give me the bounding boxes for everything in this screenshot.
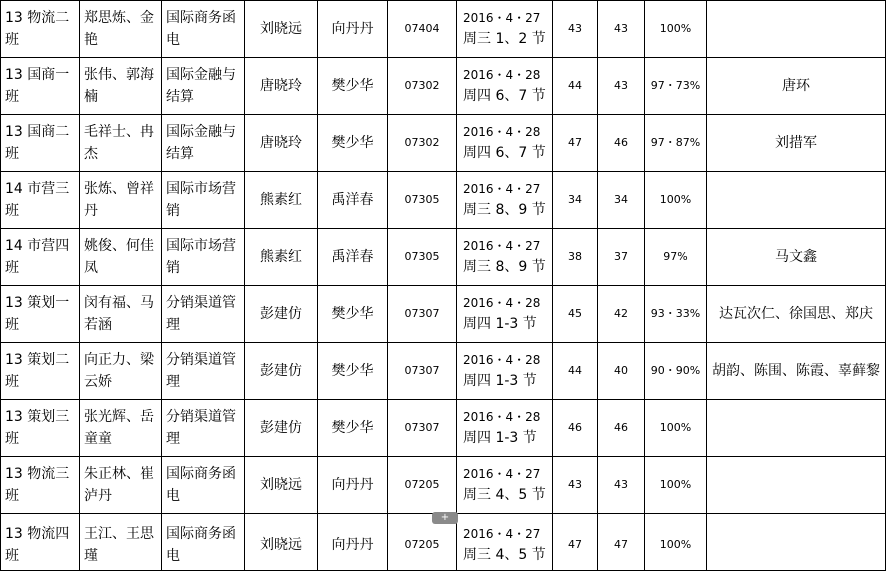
absent-cell	[707, 1, 886, 58]
rate-cell: 100%	[645, 172, 707, 229]
rate-cell: 100%	[645, 517, 707, 574]
date-text: 2016・4・27	[463, 527, 541, 541]
absent-cell	[707, 517, 886, 574]
datetime-cell	[457, 400, 553, 457]
students-cell: 朱正林、崔泸丹	[80, 457, 162, 514]
datetime-cell	[457, 115, 553, 172]
rate-cell: 90・90%	[645, 343, 707, 400]
period-text: 周四 1-3 节	[463, 316, 537, 332]
table-add-handle-icon[interactable]: +	[432, 512, 458, 524]
table-row	[1, 172, 886, 229]
absent-cell	[707, 457, 886, 514]
room-cell: 07305	[388, 172, 457, 229]
enrolled-cell: 44	[553, 343, 598, 400]
teacher-cell: 刘晓远	[245, 1, 318, 58]
table-row	[1, 517, 886, 574]
rate-cell: 100%	[645, 400, 707, 457]
students-cell: 郑思炼、金艳	[80, 1, 162, 58]
students-cell: 张炼、曾祥丹	[80, 172, 162, 229]
absent-cell: 唐环	[707, 58, 886, 115]
teacher-cell: 彭建仿	[245, 400, 318, 457]
room-cell: 07305	[388, 229, 457, 286]
present-cell: 46	[598, 115, 645, 172]
present-cell: 37	[598, 229, 645, 286]
datetime-cell	[457, 229, 553, 286]
present-cell: 34	[598, 172, 645, 229]
room-cell: 07205	[388, 517, 457, 574]
course-cell: 国际商务函电	[162, 517, 245, 574]
present-cell: 40	[598, 343, 645, 400]
enrolled-cell: 46	[553, 400, 598, 457]
table-row	[1, 58, 886, 115]
class-cell: 13 物流二班	[1, 1, 80, 58]
present-cell: 46	[598, 400, 645, 457]
enrolled-cell: 47	[553, 517, 598, 574]
room-cell: 07302	[388, 58, 457, 115]
enrolled-cell: 43	[553, 1, 598, 58]
room-cell: 07205	[388, 457, 457, 514]
datetime-cell	[457, 172, 553, 229]
enrolled-cell: 47	[553, 115, 598, 172]
rate-cell: 93・33%	[645, 286, 707, 343]
rate-cell: 97・87%	[645, 115, 707, 172]
room-cell: 07302	[388, 115, 457, 172]
supervisor-cell: 向丹丹	[318, 517, 388, 574]
date-text: 2016・4・27	[463, 239, 541, 253]
supervisor-cell: 樊少华	[318, 58, 388, 115]
table-row	[1, 286, 886, 343]
class-cell: 14 市营四班	[1, 229, 80, 286]
supervisor-cell: 樊少华	[318, 115, 388, 172]
class-cell: 13 物流四班	[1, 517, 80, 574]
datetime-cell	[457, 343, 553, 400]
class-cell: 14 市营三班	[1, 172, 80, 229]
datetime-cell	[457, 1, 553, 58]
rate-cell: 97%	[645, 229, 707, 286]
room-cell: 07307	[388, 343, 457, 400]
supervisor-cell: 樊少华	[318, 400, 388, 457]
period-text: 周三 8、9 节	[463, 202, 546, 218]
absent-cell: 胡韵、陈围、陈霞、辜藓黎	[707, 343, 886, 400]
absent-cell: 马文鑫	[707, 229, 886, 286]
students-cell: 王江、王思瑾	[80, 517, 162, 574]
students-cell: 张光辉、岳童童	[80, 400, 162, 457]
rate-cell: 97・73%	[645, 58, 707, 115]
room-cell: 07404	[388, 1, 457, 58]
datetime-cell	[457, 286, 553, 343]
students-cell: 向正力、梁云娇	[80, 343, 162, 400]
class-cell: 13 物流三班	[1, 457, 80, 514]
datetime-cell	[457, 457, 553, 514]
course-cell: 国际市场营销	[162, 172, 245, 229]
teacher-cell: 唐晓玲	[245, 115, 318, 172]
supervisor-cell: 樊少华	[318, 286, 388, 343]
absent-cell	[707, 400, 886, 457]
present-cell: 47	[598, 517, 645, 574]
supervisor-cell: 禹洋春	[318, 172, 388, 229]
date-text: 2016・4・28	[463, 68, 541, 82]
teacher-cell: 刘晓远	[245, 457, 318, 514]
students-cell: 毛祥士、冉杰	[80, 115, 162, 172]
period-text: 周四 1-3 节	[463, 373, 537, 389]
enrolled-cell: 34	[553, 172, 598, 229]
table-row	[1, 343, 886, 400]
course-cell: 国际商务函电	[162, 1, 245, 58]
absent-cell: 达瓦次仁、徐国思、郑庆	[707, 286, 886, 343]
teacher-cell: 彭建仿	[245, 286, 318, 343]
enrolled-cell: 45	[553, 286, 598, 343]
enrolled-cell: 43	[553, 457, 598, 514]
period-text: 周四 1-3 节	[463, 430, 537, 446]
teacher-cell: 熊素红	[245, 172, 318, 229]
class-cell: 13 策划二班	[1, 343, 80, 400]
course-cell: 分销渠道管理	[162, 286, 245, 343]
course-cell: 分销渠道管理	[162, 400, 245, 457]
course-cell: 国际金融与结算	[162, 115, 245, 172]
table-body	[1, 1, 886, 571]
date-text: 2016・4・27	[463, 467, 541, 481]
rate-cell: 100%	[645, 1, 707, 58]
teacher-cell: 彭建仿	[245, 343, 318, 400]
class-cell: 13 国商二班	[1, 115, 80, 172]
absent-cell: 刘措军	[707, 115, 886, 172]
supervisor-cell: 向丹丹	[318, 1, 388, 58]
course-cell: 国际金融与结算	[162, 58, 245, 115]
students-cell: 闵有福、马若涵	[80, 286, 162, 343]
course-cell: 分销渠道管理	[162, 343, 245, 400]
period-text: 周三 4、5 节	[463, 547, 546, 563]
present-cell: 43	[598, 457, 645, 514]
table-row	[1, 1, 886, 58]
period-text: 周四 6、7 节	[463, 145, 546, 161]
enrolled-cell: 44	[553, 58, 598, 115]
absent-cell	[707, 172, 886, 229]
teacher-cell: 唐晓玲	[245, 58, 318, 115]
period-text: 周三 8、9 节	[463, 259, 546, 275]
table-row	[1, 457, 886, 514]
datetime-cell	[457, 517, 553, 574]
supervisor-cell: 禹洋春	[318, 229, 388, 286]
date-text: 2016・4・27	[463, 182, 541, 196]
table-row	[1, 115, 886, 172]
period-text: 周四 6、7 节	[463, 88, 546, 104]
class-cell: 13 策划三班	[1, 400, 80, 457]
present-cell: 42	[598, 286, 645, 343]
date-text: 2016・4・28	[463, 296, 541, 310]
students-cell: 姚俊、何佳凤	[80, 229, 162, 286]
supervisor-cell: 樊少华	[318, 343, 388, 400]
date-text: 2016・4・28	[463, 353, 541, 367]
supervisor-cell: 向丹丹	[318, 457, 388, 514]
present-cell: 43	[598, 58, 645, 115]
period-text: 周三 4、5 节	[463, 487, 546, 503]
class-cell: 13 策划一班	[1, 286, 80, 343]
course-cell: 国际商务函电	[162, 457, 245, 514]
room-cell: 07307	[388, 400, 457, 457]
room-cell: 07307	[388, 286, 457, 343]
students-cell: 张伟、郭海楠	[80, 58, 162, 115]
enrolled-cell: 38	[553, 229, 598, 286]
table-row	[1, 400, 886, 457]
present-cell: 43	[598, 1, 645, 58]
date-text: 2016・4・28	[463, 410, 541, 424]
course-cell: 国际市场营销	[162, 229, 245, 286]
rate-cell: 100%	[645, 457, 707, 514]
date-text: 2016・4・28	[463, 125, 541, 139]
datetime-cell	[457, 58, 553, 115]
date-text: 2016・4・27	[463, 11, 541, 25]
teacher-cell: 刘晓远	[245, 517, 318, 574]
period-text: 周三 1、2 节	[463, 31, 546, 47]
class-cell: 13 国商一班	[1, 58, 80, 115]
teacher-cell: 熊素红	[245, 229, 318, 286]
table-row	[1, 229, 886, 286]
